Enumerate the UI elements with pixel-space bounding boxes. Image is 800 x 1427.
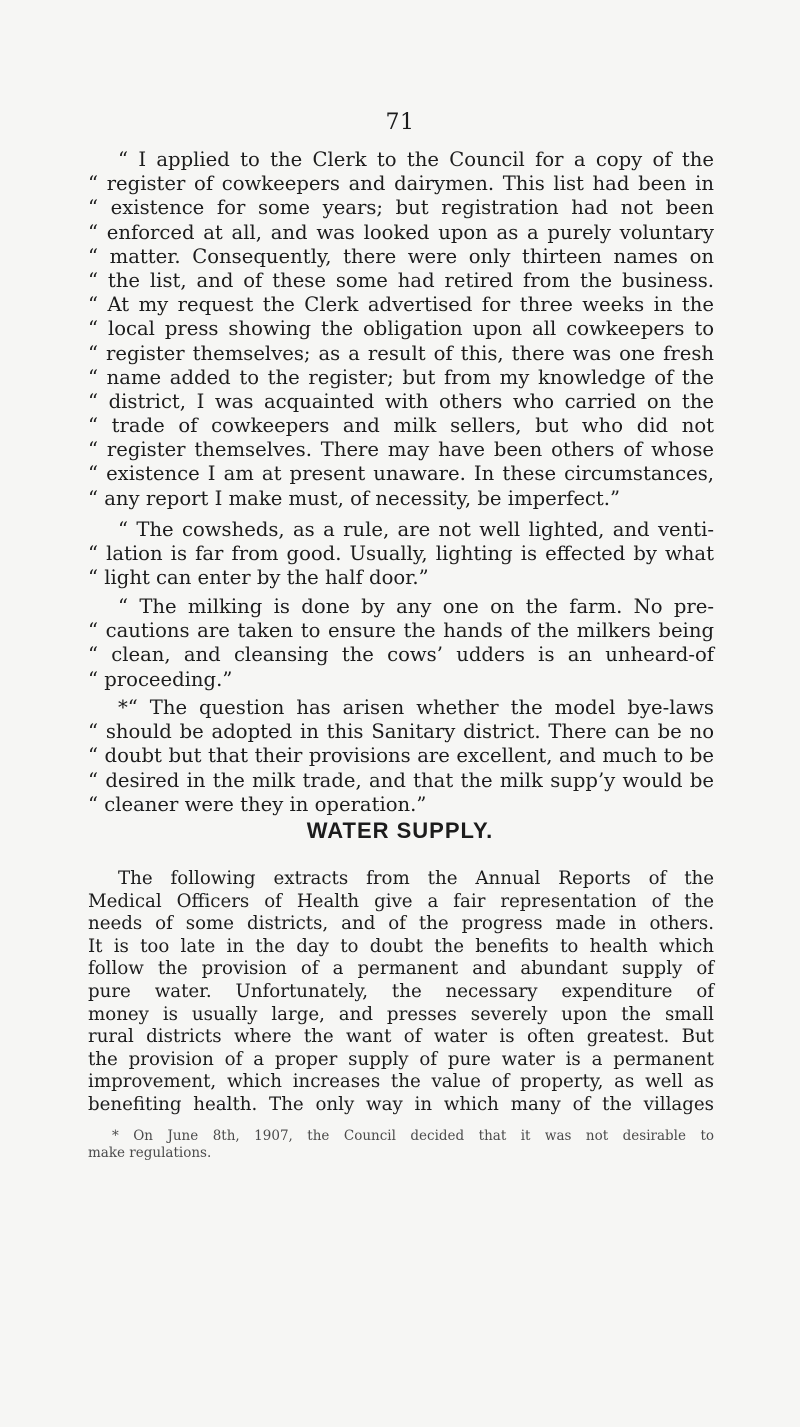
text-line: It is too late in the day to doubt the benefits to health which — [88, 935, 714, 957]
text-line: “ should be adopted in this Sanitary district. There can be no — [88, 720, 714, 744]
text-line: “ cleaner were they in operation.” — [88, 792, 427, 816]
footnote-line: * On June 8th, 1907, the Council decided that it was not desirable to — [112, 1128, 714, 1144]
text-line: “ At my request the Clerk advertised for three weeks in the — [88, 293, 714, 317]
text-line: money is usually large, and presses severely upon the small — [88, 1003, 714, 1025]
text-line: Medical Officers of Health give a fair representation of the — [88, 890, 714, 912]
text-line: “ The milking is done by any one on the farm. No pre- — [118, 595, 714, 618]
text-line: “ register themselves. There may have been others of whose — [88, 438, 714, 462]
text-line: “ district, I was acquainted with others who carried on the — [88, 389, 714, 413]
text-line: “ The cowsheds, as a rule, are not well lighted, and venti- — [118, 518, 714, 541]
text-line: the provision of a proper supply of pure water is a permanent — [88, 1048, 714, 1070]
text-line: “ register of cowkeepers and dairymen. This list had been in — [88, 172, 714, 196]
text-line: “ trade of cowkeepers and milk sellers, but who did not — [88, 414, 714, 438]
quoted-paragraph-register — [88, 148, 714, 511]
text-line: “ I applied to the Clerk to the Council for a copy of the — [118, 148, 714, 171]
page-number: 71 — [385, 110, 415, 135]
text-line: improvement, which increases the value of property, as well as — [88, 1071, 714, 1093]
text-line: The following extracts from the Annual Reports of the — [118, 868, 714, 889]
quoted-paragraph-cowsheds — [88, 518, 714, 591]
text-line: “ proceeding.” — [88, 667, 233, 691]
text-line: “ local press showing the obligation upon all cowkeepers to — [88, 317, 714, 341]
quoted-paragraph-bye-laws — [88, 696, 714, 817]
section-body — [88, 868, 714, 1117]
quoted-paragraph-milking — [88, 595, 714, 692]
text-line: *“ The question has arisen whether the model bye-laws — [118, 696, 714, 719]
text-line: “ enforced at all, and was looked upon as a purely voluntary — [88, 220, 714, 244]
text-line: needs of some districts, and of the progress made in others. — [88, 913, 714, 935]
text-line: “ doubt but that their provisions are excellent, and much to be — [88, 744, 714, 768]
text-line: pure water. Unfortunately, the necessary expenditure of — [88, 980, 714, 1002]
text-line: “ clean, and cleansing the cows’ udders is an unheard-of — [88, 643, 714, 667]
text-line: benefiting health. The only way in which many of the villages — [88, 1093, 714, 1115]
text-line: “ the list, and of these some had retired from the business. — [88, 268, 714, 292]
text-line: “ name added to the register; but from my knowledge of the — [88, 365, 714, 389]
text-line: “ register themselves; as a result of this, there was one fresh — [88, 341, 714, 365]
text-line: “ any report I make must, of necessity, be imperfect.” — [88, 486, 621, 510]
text-line: follow the provision of a permanent and abundant supply of — [88, 958, 714, 980]
text-line: “ desired in the milk trade, and that the milk supp’y would be — [88, 768, 714, 792]
text-line: “ lation is far from good. Usually, lighting is effected by what — [88, 542, 714, 566]
footnote — [88, 1128, 714, 1161]
text-line: “ matter. Consequently, there were only thirteen names on — [88, 244, 714, 268]
text-line: rural districts where the want of water is often greatest. But — [88, 1026, 714, 1048]
text-line: “ existence for some years; but registration had not been — [88, 196, 714, 220]
section-heading: WATER SUPPLY. — [306, 818, 494, 843]
text-line: “ existence I am at present unaware. In these circumstances, — [88, 462, 714, 486]
text-line: “ light can enter by the half door.” — [88, 566, 429, 590]
footnote-line: make regulations. — [88, 1144, 212, 1161]
text-line: “ cautions are taken to ensure the hands of the milkers being — [88, 619, 714, 643]
